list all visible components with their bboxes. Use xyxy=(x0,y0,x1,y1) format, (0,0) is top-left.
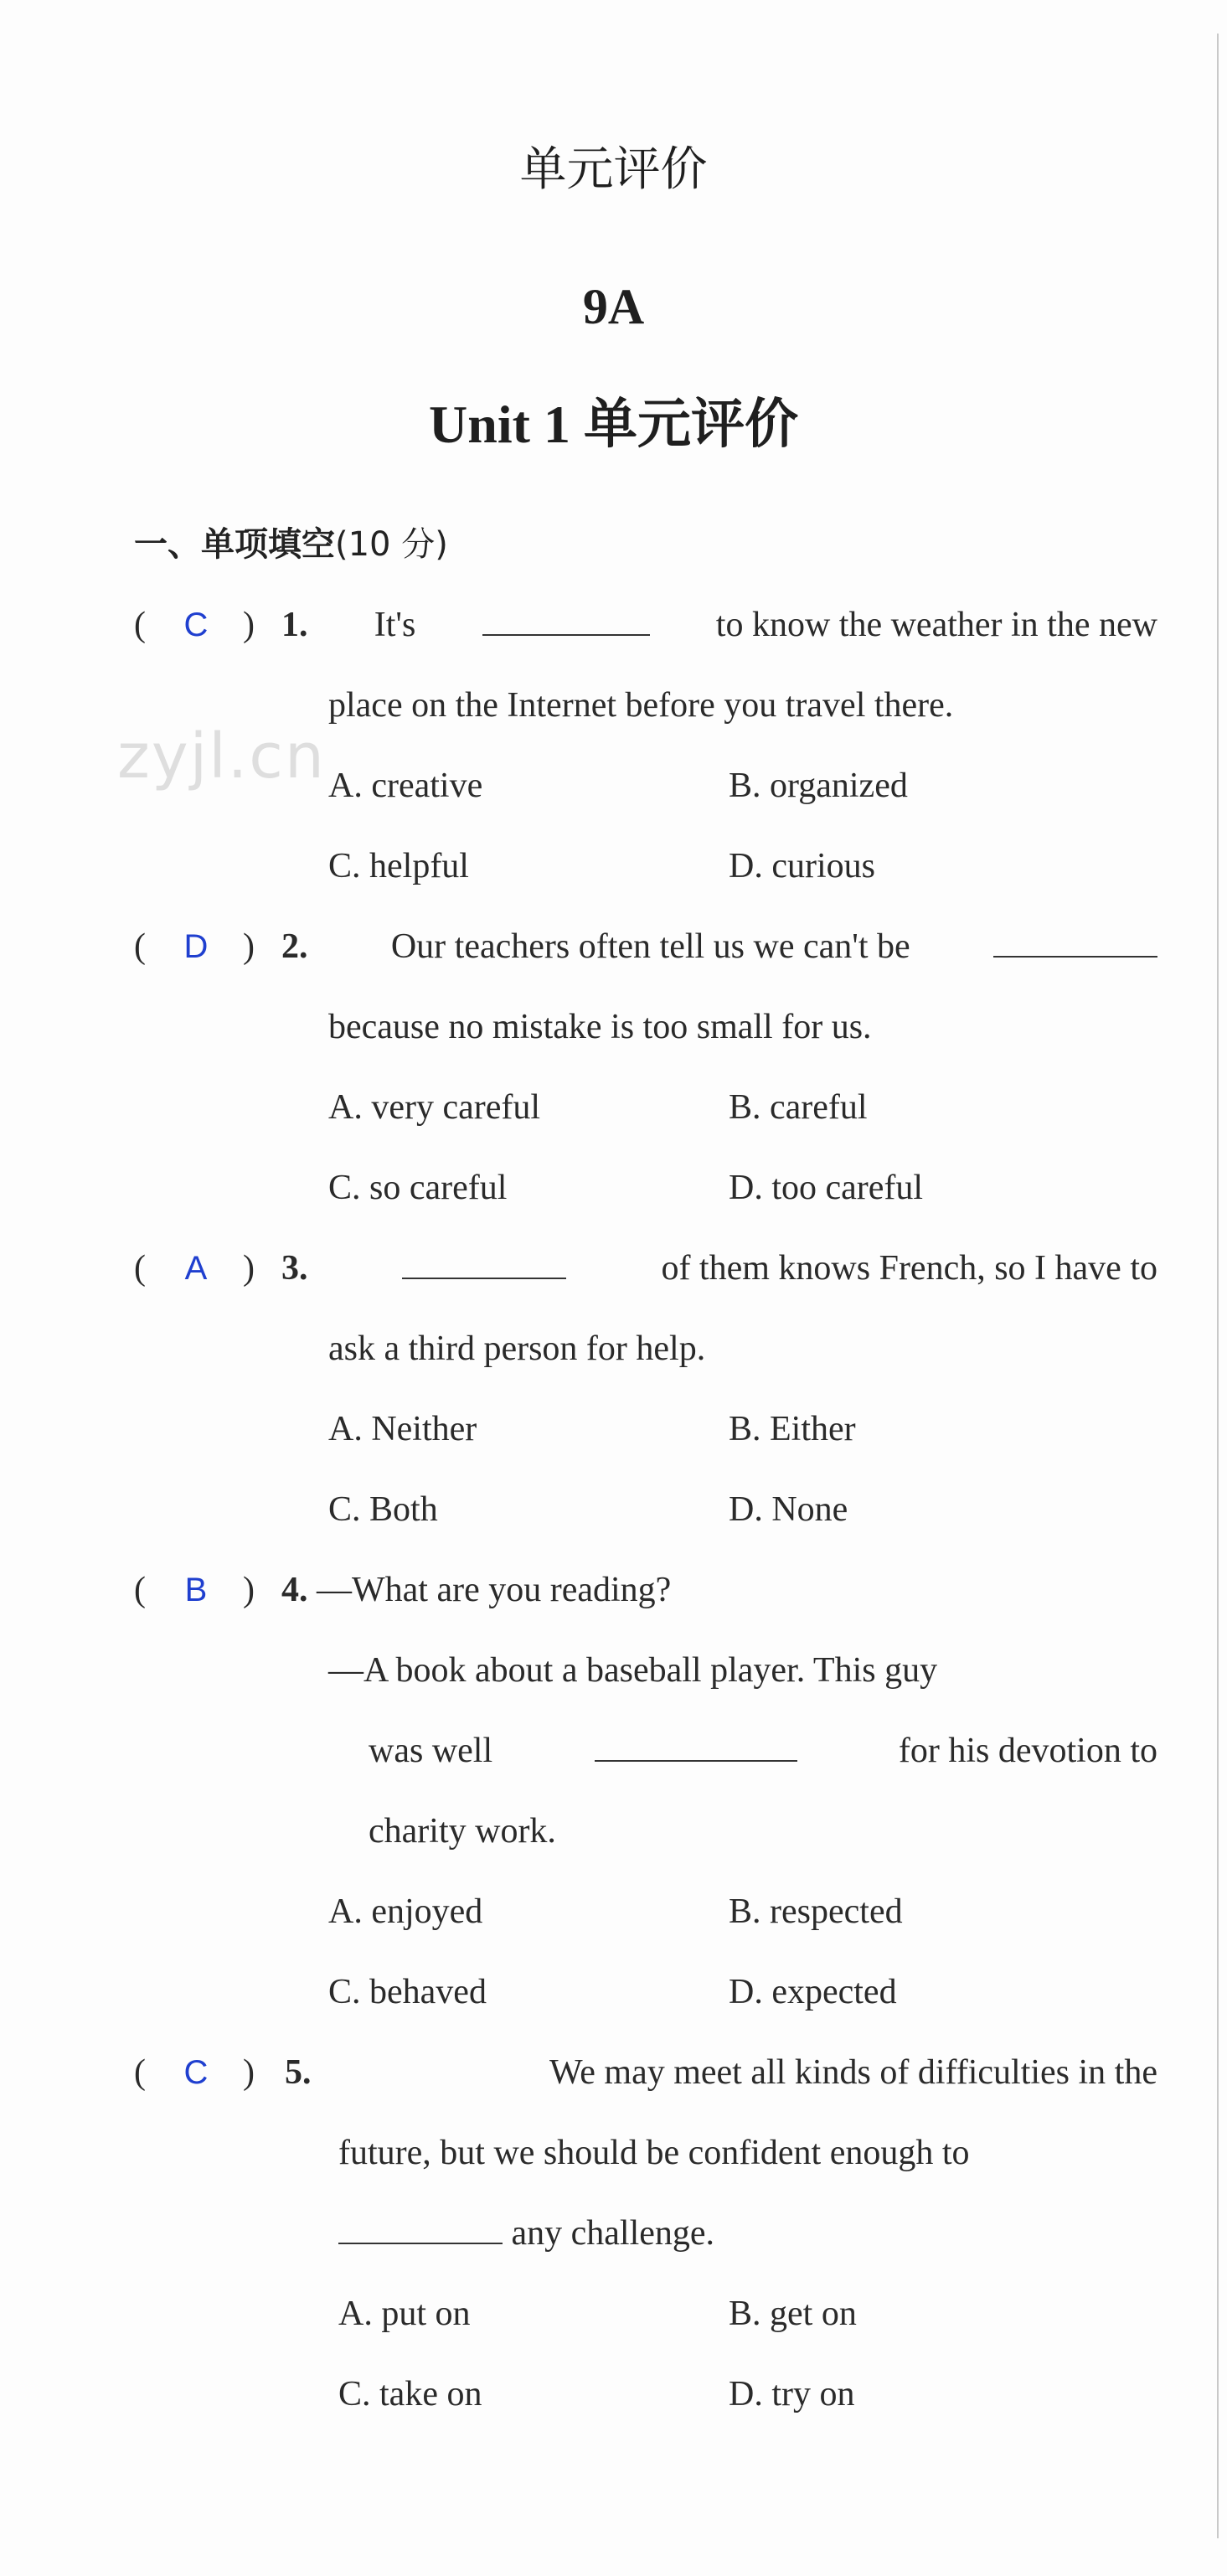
section-points: (10 分) xyxy=(335,525,448,564)
option-d: D. expected xyxy=(729,1973,897,2011)
option-c: C. so careful xyxy=(328,1169,508,1207)
answer-mark: B xyxy=(184,1572,208,1608)
question-4-line-1 xyxy=(281,1570,671,1610)
question-text: We may meet all kinds of difficulties in the xyxy=(549,2053,1157,2092)
question-4-line-2: —A book about a baseball player. This guy xyxy=(328,1651,938,1690)
question-2-line-2: because no mistake is too small for us. xyxy=(328,1008,872,1046)
option-c: C. Both xyxy=(328,1490,438,1529)
answer-paren-close: ) xyxy=(243,927,255,966)
question-1-line-1 xyxy=(281,605,1157,645)
answer-blank xyxy=(338,2217,503,2244)
question-number: 3. xyxy=(281,1249,308,1288)
answer-paren-open: ( xyxy=(134,1571,146,1609)
watermark: zyjl.cn xyxy=(117,720,326,792)
question-number: 4. xyxy=(281,1571,308,1609)
answer-paren-open: ( xyxy=(134,2053,146,2092)
option-a: A. Neither xyxy=(328,1410,477,1448)
answer-mark: D xyxy=(183,928,209,965)
question-1-line-2: place on the Internet before you travel there. xyxy=(328,686,954,725)
question-5-line-2: future, but we should be confident enough to xyxy=(338,2134,970,2172)
section-title xyxy=(134,518,448,565)
question-text: —What are you reading? xyxy=(317,1571,672,1609)
question-number: 5. xyxy=(285,2053,312,2092)
page-title: 单元评价 xyxy=(519,142,708,197)
question-text: was well xyxy=(369,1732,493,1770)
option-c: C. helpful xyxy=(328,847,469,885)
grade-label: 9A xyxy=(582,279,645,334)
answer-paren-close: ) xyxy=(243,1249,255,1288)
question-5-line-1 xyxy=(285,2052,1157,2093)
option-a: A. very careful xyxy=(328,1088,541,1127)
answer-paren-close: ) xyxy=(243,606,255,644)
answer-mark: A xyxy=(184,1250,208,1287)
question-text: any challenge. xyxy=(511,2214,715,2253)
answer-blank xyxy=(595,1735,797,1762)
question-text: Our teachers often tell us we can't be xyxy=(390,927,910,966)
unit-title-en: Unit 1 xyxy=(429,395,570,454)
option-d: D. too careful xyxy=(729,1169,924,1207)
answer-paren-close: ) xyxy=(243,1571,255,1609)
answer-blank xyxy=(993,931,1157,958)
question-3-line-2: ask a third person for help. xyxy=(328,1329,706,1368)
answer-blank xyxy=(482,609,650,636)
question-text: for his devotion to xyxy=(898,1732,1157,1770)
question-5-line-3 xyxy=(338,2213,714,2253)
option-b: B. Either xyxy=(729,1410,856,1448)
question-4-line-3 xyxy=(369,1731,1157,1771)
question-3-line-1 xyxy=(281,1248,1157,1288)
question-number: 1. xyxy=(281,606,308,644)
option-a: A. put on xyxy=(338,2295,471,2333)
option-d: D. None xyxy=(729,1490,848,1529)
question-number: 2. xyxy=(281,927,308,966)
question-2-line-1 xyxy=(281,927,1157,967)
answer-blank xyxy=(402,1252,566,1279)
option-b: B. respected xyxy=(729,1892,903,1931)
option-a: A. creative xyxy=(328,767,483,805)
question-text: of them knows French, so I have to xyxy=(661,1249,1157,1288)
answer-paren-open: ( xyxy=(134,1249,146,1288)
unit-title-cn: 单元评价 xyxy=(583,394,798,456)
answer-mark: C xyxy=(183,2054,209,2091)
unit-title xyxy=(0,381,1227,458)
option-b: B. careful xyxy=(729,1088,868,1127)
option-a: A. enjoyed xyxy=(328,1892,483,1931)
option-d: D. curious xyxy=(729,847,875,885)
option-c: C. behaved xyxy=(328,1973,487,2011)
option-d: D. try on xyxy=(729,2375,855,2413)
question-4-line-4: charity work. xyxy=(369,1812,556,1851)
answer-paren-open: ( xyxy=(134,606,146,644)
option-b: B. get on xyxy=(729,2295,857,2333)
answer-paren-close: ) xyxy=(243,2053,255,2092)
question-text: to know the weather in the new xyxy=(715,606,1157,644)
answer-mark: C xyxy=(183,607,209,643)
option-c: C. take on xyxy=(338,2375,482,2413)
question-text: It's xyxy=(374,606,416,644)
option-b: B. organized xyxy=(729,767,908,805)
answer-paren-open: ( xyxy=(134,927,146,966)
section-title-text: 一、单项填空 xyxy=(134,525,335,564)
